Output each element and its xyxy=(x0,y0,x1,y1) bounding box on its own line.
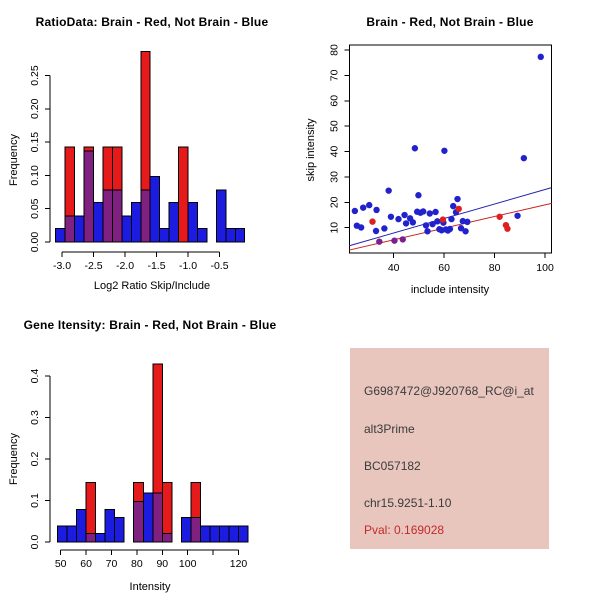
scatter-point-red xyxy=(456,206,462,212)
gene-hist-bar-blue xyxy=(239,526,249,542)
scatter-point-blue xyxy=(441,148,447,154)
scatter-point-blue xyxy=(420,208,426,214)
scatter-y-tick-label: 20 xyxy=(328,196,341,209)
scatter-point-red xyxy=(504,226,510,232)
ratio-hist-bar-blue xyxy=(235,229,244,242)
gene-event-type: alt3Prime xyxy=(364,422,415,436)
scatter-point-blue xyxy=(352,208,358,214)
gene-hist-y-tick-label: 0.4 xyxy=(29,368,41,384)
scatter-y-tick-label: 70 xyxy=(328,69,341,82)
ratio-hist-bar-red xyxy=(103,147,112,190)
scatter-point-blue xyxy=(401,212,407,218)
scatter-point-blue xyxy=(447,226,453,232)
gene-hist-title: Gene Itensity: Brain - Red, Not Brain - Blue xyxy=(23,318,277,332)
gene-hist-bar-red xyxy=(134,483,144,502)
ratio-hist-x-tick-label: -0.5 xyxy=(210,260,229,272)
ratio-hist-y-tick-label: 0.05 xyxy=(29,198,41,219)
scatter-x-tick-label: 40 xyxy=(387,262,400,275)
scatter-point-blue xyxy=(462,228,468,234)
scatter-point-blue xyxy=(432,209,438,215)
scatter-point-overlap xyxy=(391,237,397,243)
scatter-point-blue xyxy=(464,219,470,225)
gene-hist-bar-blue xyxy=(210,526,220,542)
ratio-hist-bar-red xyxy=(65,147,74,216)
scatter-point-blue xyxy=(358,224,364,230)
gene-hist-y-tick-label: 0.0 xyxy=(29,534,41,550)
gene-hist-y-tick-label: 0.1 xyxy=(29,493,41,508)
ratio-hist-x-tick-label: -2.0 xyxy=(115,260,135,272)
ratio-hist-y-tick-label: 0.00 xyxy=(29,231,41,253)
gene-hist-bar-blue xyxy=(229,526,239,542)
gene-hist-bar-blue xyxy=(115,518,125,542)
gene-hist-ylabel: Frequency xyxy=(8,433,20,485)
gene-probe-id: G6987472@J920768_RC@i_at xyxy=(364,384,534,398)
scatter-point-blue xyxy=(521,155,527,161)
scatter-point-red xyxy=(440,216,446,222)
ratio-hist-x-tick-label: -1.5 xyxy=(147,260,166,272)
gene-hist-bar-blue xyxy=(96,534,106,542)
scatter-point-blue xyxy=(366,202,372,208)
gene-hist-bar-blue xyxy=(219,526,229,542)
scatter-point-blue xyxy=(388,214,394,220)
gene-hist-x-tick-label: 80 xyxy=(131,558,143,570)
ratio-hist-bar-blue xyxy=(160,229,169,242)
scatter-point-blue xyxy=(448,216,454,222)
gene-info-panel xyxy=(350,348,549,549)
gene-hist-bar-blue xyxy=(67,526,77,542)
scatter-point-blue xyxy=(450,203,456,209)
ratio-hist-bar-overlap xyxy=(112,190,121,242)
gene-hist-y-tick-label: 0.2 xyxy=(29,451,41,467)
ratio-hist-bar-blue xyxy=(216,190,225,242)
scatter-point-blue xyxy=(427,210,433,216)
ratio-hist-bar-red xyxy=(141,52,150,191)
gene-hist-bar-overlap xyxy=(86,534,96,542)
scatter-point-blue xyxy=(403,220,409,226)
gene-hist-bar-blue xyxy=(105,510,115,542)
ratio-hist-bar-blue xyxy=(131,203,140,242)
ratio-hist-x-tick-label: -1.0 xyxy=(178,260,198,272)
ratio-hist-ylabel: Frequency xyxy=(8,134,20,186)
ratio-hist-bar-overlap xyxy=(84,151,93,242)
scatter-y-tick-label: 30 xyxy=(328,171,341,183)
scatter-y-tick-label: 50 xyxy=(328,120,341,132)
scatter-y-tick-label: 80 xyxy=(328,44,341,56)
gene-hist-bar-red xyxy=(162,483,172,534)
ratio-hist-bar-overlap xyxy=(103,190,112,242)
gene-hist-x-tick-label: 50 xyxy=(54,558,67,570)
scatter-point-blue xyxy=(373,228,379,234)
scatter-point-red xyxy=(369,218,375,224)
gene-accession: BC057182 xyxy=(364,459,421,473)
ratio-hist-bar-red xyxy=(112,147,121,190)
gene-hist-x-tick-label: 90 xyxy=(156,558,169,570)
gene-hist-y-tick-label: 0.3 xyxy=(29,410,41,425)
ratio-hist-bar-blue xyxy=(197,229,206,242)
gene-hist-x-tick-label: 60 xyxy=(80,558,92,570)
gene-hist-x-tick-label: 120 xyxy=(229,558,248,570)
gene-hist-bar-overlap xyxy=(134,501,144,542)
ratio-hist-x-tick-label: -2.5 xyxy=(84,260,103,272)
gene-hist-bar-overlap xyxy=(162,534,172,542)
ratio-hist-bar-blue xyxy=(75,216,84,242)
ratio-hist-bar-blue xyxy=(56,229,65,242)
ratio-hist-y-tick-label: 0.15 xyxy=(29,131,41,153)
scatter-point-overlap xyxy=(400,236,406,242)
scatter-point-blue xyxy=(373,207,379,213)
scatter-point-blue xyxy=(423,222,429,228)
ratio-hist-bar-blue xyxy=(150,177,159,242)
scatter-x-tick-label: 100 xyxy=(536,262,554,275)
scatter-point-blue xyxy=(385,187,391,193)
ratio-hist-y-tick-label: 0.10 xyxy=(29,165,41,186)
scatter-point-blue xyxy=(424,228,430,234)
scatter-point-blue xyxy=(454,196,460,202)
gene-pval: Pval: 0.169028 xyxy=(364,523,445,537)
gene-hist-x-tick-label: 100 xyxy=(178,558,197,570)
scatter-point-blue xyxy=(410,219,416,225)
scatter-y-tick-label: 40 xyxy=(328,145,341,158)
scatter-point-blue xyxy=(381,225,387,231)
scatter-point-blue xyxy=(514,213,520,219)
scatter-point-blue xyxy=(412,145,418,151)
ratio-hist-x-tick-label: -3.0 xyxy=(52,260,72,272)
gene-hist-bar-red xyxy=(86,483,96,534)
scatter-point-blue xyxy=(434,218,440,224)
ratio-hist-bar-blue xyxy=(188,203,197,242)
gene-hist-bar-blue xyxy=(200,526,210,542)
ratio-hist-title: RatioData: Brain - Red, Not Brain - Blue xyxy=(35,15,269,29)
gene-hist-bar-overlap xyxy=(191,518,201,542)
ratio-hist-bar-blue xyxy=(122,216,131,242)
scatter-point-overlap xyxy=(376,238,382,244)
gene-hist-bar-red xyxy=(191,483,201,518)
gene-hist-bar-blue xyxy=(181,518,191,542)
gene-hist-bar-overlap xyxy=(153,493,163,542)
gene-hist-bar-blue xyxy=(58,526,68,542)
ratio-hist-bar-blue xyxy=(226,229,235,242)
scatter-y-tick-label: 10 xyxy=(328,221,341,234)
gene-hist-xlabel: Intensity xyxy=(129,581,171,593)
scatter-ylabel: skip intensity xyxy=(305,118,317,182)
ratio-hist-bar-overlap xyxy=(141,190,150,242)
ratio-hist-bar-blue xyxy=(169,203,178,242)
ratio-hist-bar-blue xyxy=(94,203,103,242)
ratio-hist-xlabel: Log2 Ratio Skip/Include xyxy=(93,280,211,292)
scatter-y-tick-label: 60 xyxy=(328,94,341,107)
scatter-x-tick-label: 80 xyxy=(488,262,501,275)
ratio-hist-y-tick-label: 0.20 xyxy=(29,98,41,120)
gene-hist-bar-blue xyxy=(143,493,153,542)
gene-hist-bar-blue xyxy=(77,510,87,542)
gene-locus: chr15.9251-1.10 xyxy=(364,496,452,510)
gene-hist-bar-red xyxy=(153,364,163,493)
scatter-x-tick-label: 60 xyxy=(438,262,450,275)
scatter-point-blue xyxy=(360,204,366,210)
ratio-hist-bar-red xyxy=(179,147,188,242)
ratio-hist-bar-overlap xyxy=(65,216,74,242)
scatter-title: Brain - Red, Not Brain - Blue xyxy=(366,15,534,29)
scatter-point-blue xyxy=(395,216,401,222)
scatter-xlabel: include intensity xyxy=(410,284,490,296)
scatter-point-blue xyxy=(538,54,544,60)
scatter-point-red xyxy=(496,214,502,220)
gene-hist-x-tick-label: 70 xyxy=(105,558,118,570)
scatter-point-blue xyxy=(415,192,421,198)
ratio-hist-y-tick-label: 0.25 xyxy=(29,65,41,86)
ratio-hist-bar-red xyxy=(84,147,93,151)
